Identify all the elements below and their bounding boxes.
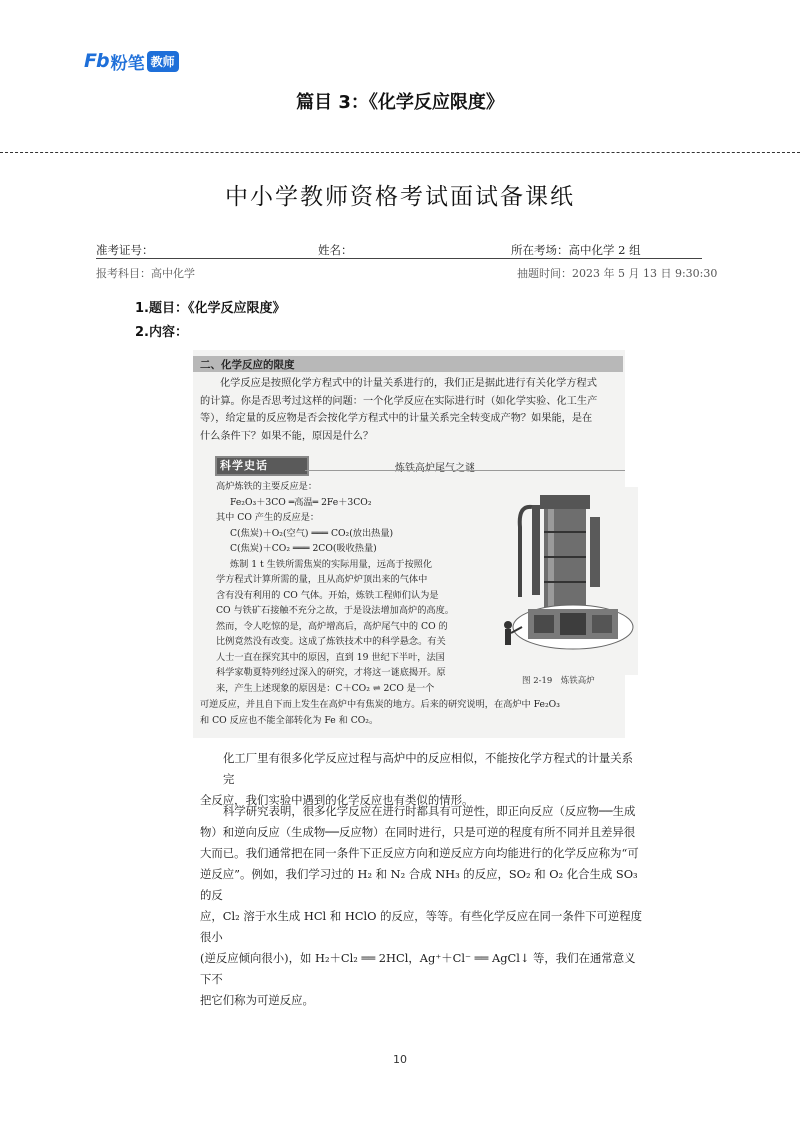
candidate-no-label: 准考证号：	[96, 243, 154, 257]
paragraph-line: (逆反应倾向很小)，如 H₂＋Cl₂ ══ 2HCl，Ag⁺＋Cl⁻ ══ AgCl↓ 等，我们在通常意义下不	[200, 951, 636, 986]
logo-brand-text: 粉笔	[110, 53, 145, 74]
box-line: 比例竟然没有改变。这成了炼铁技术中的科学悬念。有关	[216, 636, 446, 647]
blast-furnace-illustration	[498, 487, 638, 675]
draw-time: 抽题时间：2023 年 5 月 13 日 9:30:30	[517, 267, 718, 280]
topic-heading: 1.题目：《化学反应限度》	[135, 301, 286, 316]
box-rule	[305, 470, 625, 471]
paragraph-line: 全反应，我们实验中遇到的化学反应也有类似的情形。	[200, 793, 474, 807]
box-tail-line: 和 CO 反应也不能全部转化为 Fe 和 CO₂。	[200, 714, 379, 726]
intro-line: 什么条件下？如果不能，原因是什么？	[200, 430, 374, 442]
subject: 报考科目：高中化学	[96, 267, 195, 280]
intro-line: 化学反应是按照化学方程式中的计量关系进行的，我们正是据此进行有关化学方程式	[220, 378, 597, 389]
logo-tag: 教师	[147, 51, 179, 72]
page-number: 10	[393, 1053, 407, 1066]
box-tail-line: 可逆反应，并且自下而上发生在高炉中有焦炭的地方。后来的研究说明，在高炉中 Fe₂O₃	[200, 699, 560, 710]
box-line: 科学家勒夏特列经过深入的研究，才将这一谜底揭开。原	[216, 667, 446, 678]
figure-caption: 图 2-19 炼铁高炉	[522, 676, 595, 686]
article-title: 篇目 3：《化学反应限度》	[296, 92, 504, 113]
box-line: 学方程式计算所需的量，且从高炉炉顶出来的气体中	[216, 574, 428, 585]
paragraph-line: 应，Cl₂ 溶于水生成 HCl 和 HClO 的反应，等等。有些化学反应在同一条件下可逆程度很小	[200, 909, 643, 944]
meta-divider	[96, 258, 702, 259]
paragraph-2	[200, 801, 645, 1011]
box-equation: Fe₂O₃＋3CO ═高温═ 2Fe＋3CO₂	[230, 496, 372, 508]
section-heading: 二、化学反应的限度	[200, 359, 295, 371]
fenbi-logo	[84, 50, 179, 72]
box-line: 高炉炼铁的主要反应是：	[216, 481, 318, 492]
intro-line: 等），给定量的反应物是否会按化学方程式中的计量关系完全转变成产物？如果能，是在	[200, 413, 593, 424]
box-tail	[200, 697, 630, 728]
dashed-divider	[0, 152, 800, 153]
box-line: 来，产生上述现象的原因是：C＋CO₂ ⇌ 2CO 是一个	[216, 682, 435, 694]
box-line: 其中 CO 产生的反应是：	[216, 512, 320, 523]
intro-line: 的计算。你是否思考过这样的问题：一个化学反应在实际进行时（如化学实验、化工生产	[200, 395, 598, 407]
paragraph-line: 化工厂里有很多化学反应过程与高炉中的反应相似，不能按化学方程式的计量关系完	[223, 751, 634, 786]
box-equation: C(焦炭)＋O₂(空气) ═══ CO₂(放出热量)	[230, 527, 394, 539]
intro-paragraph	[200, 375, 625, 445]
paragraph-line: 逆反应”。例如，我们学习过的 H₂ 和 N₂ 合成 NH₃ 的反应，SO₂ 和 O₂ 化合生成 SO₃ 的反	[200, 867, 638, 902]
content-heading: 2.内容：	[135, 325, 188, 340]
name-label: 姓名：	[318, 243, 353, 257]
box-line: CO 与铁矿石接触不充分之故，于是设法增加高炉的高度。	[216, 605, 454, 616]
science-history-label: 科学史话	[220, 459, 268, 472]
box-line: 含有没有利用的 CO 气体。开始，炼铁工程师们认为是	[216, 589, 439, 601]
box-line: 然而，令人吃惊的是，高炉增高后，高炉尾气中的 CO 的	[216, 620, 448, 632]
paragraph-line: 科学研究表明，很多化学反应在进行时都具有可逆性，即正向反应（反应物──生成	[223, 804, 636, 818]
paragraph-line: 物）和逆向反应（生成物──反应物）在同时进行，只是可逆的程度有所不同并且差异很	[200, 825, 636, 839]
form-title: 中小学教师资格考试面试备课纸	[225, 184, 575, 210]
exam-room: 所在考场：高中化学 2 组	[511, 243, 641, 257]
box-equation: C(焦炭)＋CO₂ ═══ 2CO(吸收热量)	[230, 543, 377, 554]
logo-fb-mark: Fb	[84, 50, 109, 72]
box-line: 人士一直在探究其中的原因，直到 19 世纪下半叶，法国	[216, 651, 445, 663]
box-line: 炼制 1 t 生铁所需焦炭的实际用量，远高于按照化	[230, 558, 433, 570]
box-title: 炼铁高炉尾气之谜	[395, 463, 475, 474]
paragraph-line: 大而已。我们通常把在同一条件下正反应方向和逆反应方向均能进行的化学反应称为“可	[200, 846, 639, 860]
paragraph-line: 把它们称为可逆反应。	[200, 993, 314, 1007]
box-text	[216, 479, 501, 696]
